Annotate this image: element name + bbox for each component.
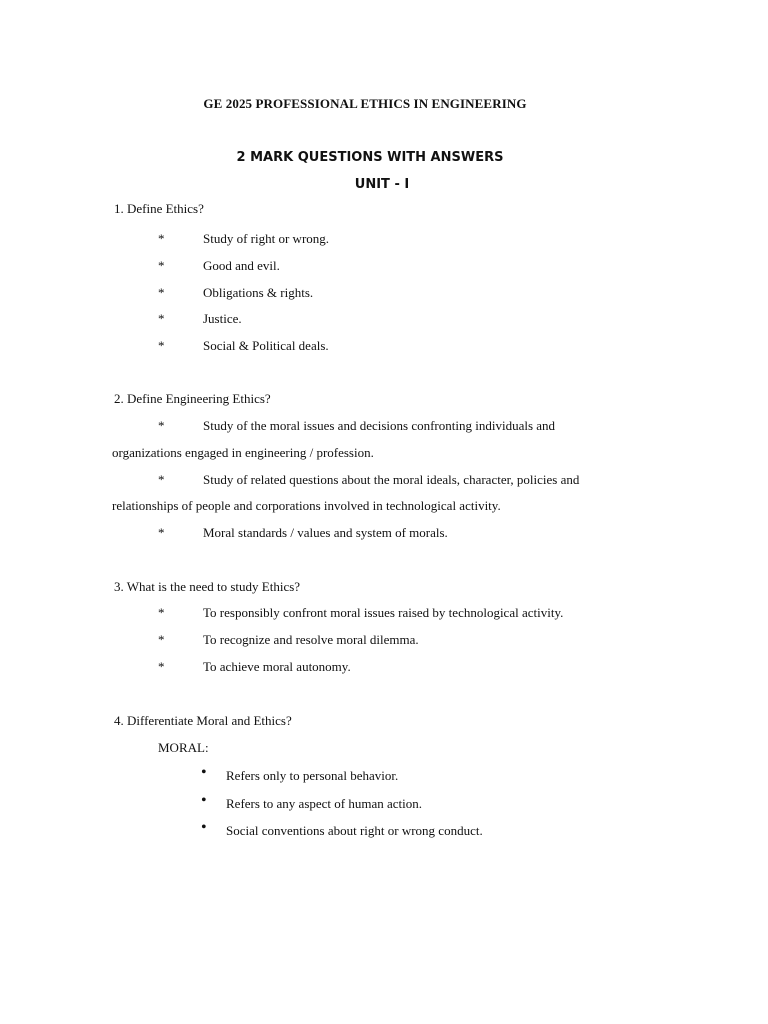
answer-text: Study of right or wrong. (203, 231, 330, 246)
bullet-marker: • (201, 819, 207, 836)
answer-marker: * (158, 231, 165, 246)
bullet-marker: • (201, 764, 207, 781)
answer-continuation: relationships of people and corporations involved in technological activity. (112, 498, 501, 513)
answer-text: Study of related questions about the moral ideals, character, policies and (203, 472, 580, 487)
answer-marker: * (158, 605, 165, 620)
answer-text: To responsibly confront moral issues raised by technological activity. (203, 605, 564, 620)
answer-marker: * (158, 285, 165, 300)
answer-text: Social & Political deals. (203, 338, 329, 353)
question-1: 1. Define Ethics? (114, 201, 204, 216)
answer-text: Good and evil. (203, 258, 280, 273)
answer-text: Study of the moral issues and decisions confronting individuals and (203, 418, 556, 433)
question-4: 4. Differentiate Moral and Ethics? (114, 713, 292, 728)
bullet-text: Refers only to personal behavior. (226, 768, 399, 783)
answer-text: Obligations & rights. (203, 285, 314, 300)
answer-marker: * (158, 258, 165, 273)
section-label-moral: MORAL: (158, 740, 209, 755)
answer-marker: * (158, 418, 165, 433)
course-title: GE 2025 PROFESSIONAL ETHICS IN ENGINEERING (203, 96, 527, 111)
answer-text: Justice. (203, 311, 242, 326)
bullet-marker: • (201, 792, 207, 809)
unit-heading: UNIT - I (354, 177, 410, 192)
section-subtitle: 2 MARK QUESTIONS WITH ANSWERS (236, 150, 504, 165)
answer-marker: * (158, 311, 165, 326)
bullet-text: Refers to any aspect of human action. (226, 796, 423, 811)
answer-continuation: organizations engaged in engineering / profession. (112, 445, 374, 460)
bullet-text: Social conventions about right or wrong conduct. (226, 823, 483, 838)
question-3: 3. What is the need to study Ethics? (114, 579, 301, 594)
answer-marker: * (158, 338, 165, 353)
answer-marker: * (158, 632, 165, 647)
answer-marker: * (158, 659, 165, 674)
answer-text: Moral standards / values and system of morals. (203, 525, 448, 540)
question-2: 2. Define Engineering Ethics? (114, 391, 271, 406)
answer-text: To recognize and resolve moral dilemma. (203, 632, 419, 647)
answer-marker: * (158, 472, 165, 487)
answer-text: To achieve moral autonomy. (203, 659, 351, 674)
answer-marker: * (158, 525, 165, 540)
